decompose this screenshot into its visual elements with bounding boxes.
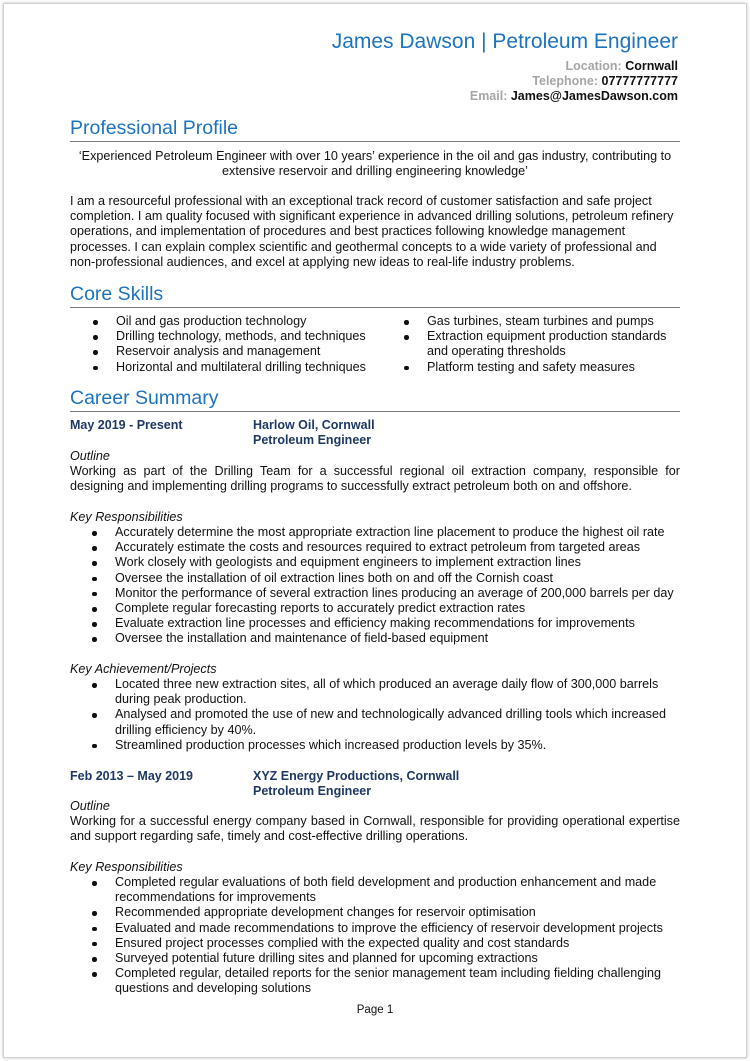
list-item: Completed regular, detailed reports for the senior management team including fielding challenging questions and developing solutions (70, 966, 680, 996)
list-item: Complete regular forecasting reports to accurately predict extraction rates (70, 601, 680, 616)
contact-telephone (532, 74, 678, 88)
list-item: Oversee the installation and maintenance of field-based equipment (70, 631, 680, 646)
list-item: Analysed and promoted the use of new and technologically advanced drilling tools which increased drilling efficiency by 40%. (70, 707, 680, 737)
list-item: Oversee the installation of oil extraction lines both on and off the Cornish coast (70, 571, 680, 586)
achievements-list (70, 677, 680, 753)
location-value: Cornwall (625, 59, 678, 73)
job-company-role (253, 418, 375, 448)
job-role: Petroleum Engineer (253, 784, 372, 799)
location-label: Location: (565, 59, 622, 73)
profile-body: I am a resourceful professional with an exceptional track record of customer satisfaction and safe project completion. I am quality focused with significant experience in advanced drilling solutions, petroleum refinery operations, and implementation of procedures and best practices following knowledge management processes. I can explain complex scientific and geothermal concepts to a wide variety of professional and non-professional audiences, and excel at applying new ideas to real-life industry problems. (70, 194, 674, 269)
email-label: Email: (469, 89, 508, 103)
list-item: Evaluated and made recommendations to improve the efficiency of reservoir development projects (70, 921, 680, 936)
contact-location (565, 59, 678, 73)
email-value: James@JamesDawson.com (510, 89, 678, 103)
job-dates: May 2019 - Present (70, 418, 183, 432)
list-item: Work closely with geologists and equipment engineers to implement extraction lines (70, 555, 680, 570)
outline-label: Outline (70, 449, 110, 463)
skill-item: Drilling technology, methods, and techniques (70, 329, 380, 344)
contact-email (470, 89, 678, 103)
name-title: James Dawson | Petroleum Engineer (331, 30, 678, 53)
list-item: Recommended appropriate development changes for reservoir optimisation (70, 905, 680, 920)
list-item: Surveyed potential future drilling sites and planned for upcoming extractions (70, 951, 680, 966)
job-dates: Feb 2013 – May 2019 (70, 769, 193, 783)
skill-item: Extraction equipment production standards and operating thresholds (381, 329, 681, 359)
achievements-label: Key Achievement/Projects (70, 662, 217, 676)
job-company: Harlow Oil, Cornwall (253, 418, 375, 432)
job-role: Petroleum Engineer (253, 433, 372, 448)
list-item: Accurately estimate the costs and resources required to extract petroleum from targeted areas (70, 540, 680, 555)
list-item: Evaluate extraction line processes and efficiency making recommendations for improvements (70, 616, 680, 631)
telephone-label: Telephone: (532, 74, 599, 88)
skills-list-right (381, 314, 681, 375)
outline-label: Outline (70, 799, 110, 813)
list-item: Ensured project processes complied with the expected quality and cost standards (70, 936, 680, 951)
responsibilities-list (70, 525, 680, 647)
career-heading: Career Summary (70, 386, 680, 412)
job-outline: Working as part of the Drilling Team for a successful regional oil extraction company, responsible for designing and implementing drilling programs to successfully extract petroleum both on and offshore. (70, 464, 680, 494)
job-company-role (253, 769, 459, 799)
job-company: XYZ Energy Productions, Cornwall (253, 769, 460, 783)
list-item: Located three new extraction sites, all of which produced an average daily flow of 300,000 barrels during peak production. (70, 677, 680, 707)
responsibilities-label: Key Responsibilities (70, 860, 183, 874)
skills-heading: Core Skills (70, 282, 680, 308)
job-outline: Working for a successful energy company based in Cornwall, responsible for providing operational expertise and support regarding safe, timely and cost-effective drilling operations. (70, 814, 680, 844)
skill-item: Horizontal and multilateral drilling techniques (70, 360, 380, 375)
list-item: Accurately determine the most appropriate extraction line placement to produce the highest oil rate (70, 525, 680, 540)
skill-item: Oil and gas production technology (70, 314, 380, 329)
list-item: Streamlined production processes which increased production levels by 35%. (70, 738, 680, 753)
profile-heading: Professional Profile (70, 116, 680, 142)
skill-item: Reservoir analysis and management (70, 344, 380, 359)
list-item: Monitor the performance of several extraction lines producing an average of 200,000 barrels per day (70, 586, 680, 601)
responsibilities-label: Key Responsibilities (70, 510, 183, 524)
page-number: Page 1 (356, 1004, 394, 1016)
profile-quote: ‘Experienced Petroleum Engineer with over 10 years’ experience in the oil and gas industry, contributing to extensive reservoir and drilling engineering knowledge’ (78, 149, 672, 179)
skill-item: Gas turbines, steam turbines and pumps (381, 314, 681, 329)
skill-item: Platform testing and safety measures (381, 360, 681, 375)
list-item: Completed regular evaluations of both field development and production enhancement and made recommendations for improvements (70, 875, 680, 905)
responsibilities-list (70, 875, 680, 997)
skills-list-left (70, 314, 380, 375)
telephone-value: 07777777777 (601, 74, 678, 88)
